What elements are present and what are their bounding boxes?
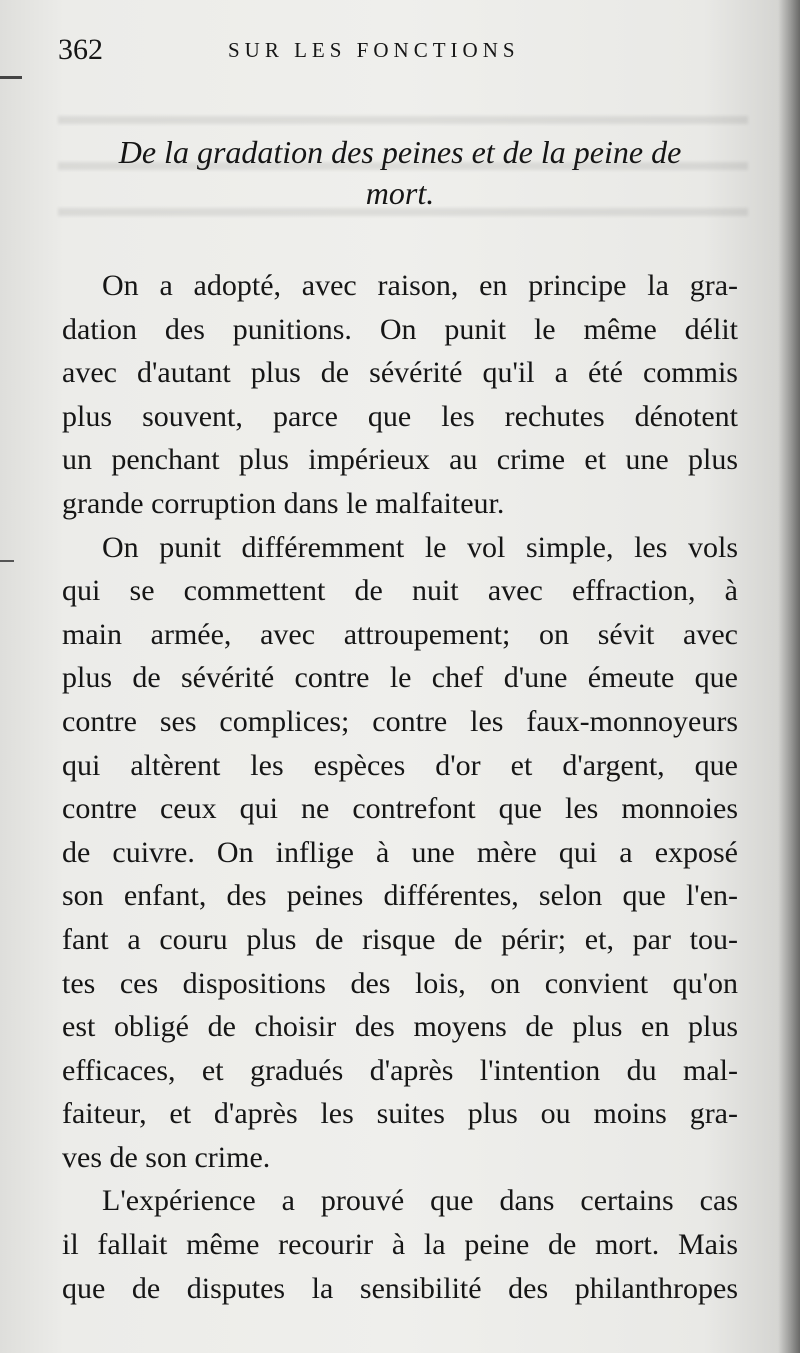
page-edge-shadow [778, 0, 800, 1353]
paragraph-line: contre ceux qui ne contrefont que les monnoies [62, 792, 738, 826]
paragraph-line: son enfant, des peines différentes, selon que l'en- [62, 879, 738, 913]
paragraph-line: ves de son crime. [62, 1140, 271, 1174]
heading-line: De la gradation des peines et de la peine de [118, 134, 682, 170]
body-text [62, 264, 738, 1310]
section-heading [62, 132, 738, 214]
paragraph-line: tes ces dispositions des lois, on convient qu'on [62, 966, 738, 1000]
paragraph-line: dation des punitions. On punit le même délit [62, 312, 738, 346]
paragraph-line: plus souvent, parce que les rechutes dénotent [62, 399, 738, 433]
paragraph-line: faiteur, et d'après les suites plus ou moins gra- [62, 1097, 738, 1131]
paragraph-line: plus de sévérité contre le chef d'une émeute que [62, 661, 738, 695]
paragraph-line: qui se commettent de nuit avec effraction, à [62, 574, 738, 608]
heading-line: mort. [365, 175, 435, 211]
paragraph-line: un penchant plus impérieux au crime et une plus [62, 443, 738, 477]
paragraph-line: est obligé de choisir des moyens de plus en plus [62, 1010, 738, 1044]
margin-tick [0, 560, 14, 562]
paragraph-line: efficaces, et gradués d'après l'intention du mal- [62, 1053, 738, 1087]
paragraph-line: avec d'autant plus de sévérité qu'il a été commis [62, 356, 738, 390]
paragraph-line: L'expérience a prouvé que dans certains cas [102, 1184, 738, 1218]
paragraph-line: On punit différemment le vol simple, les vols [102, 530, 738, 564]
running-title: SUR LES FONCTIONS [228, 38, 520, 62]
paragraph-line: qui altèrent les espèces d'or et d'argent, que [62, 748, 738, 782]
paragraph-line: il fallait même recourir à la peine de mort. Mais [62, 1228, 738, 1262]
paragraph-line: contre ses complices; contre les faux-monnoyeurs [62, 704, 738, 738]
paragraph-line: On a adopté, avec raison, en principe la gra- [102, 269, 738, 302]
page-number: 362 [58, 33, 103, 66]
paragraph-line: grande corruption dans le malfaiteur. [62, 486, 505, 520]
paragraph-line: que de disputes la sensibilité des philanthropes [62, 1271, 738, 1305]
paragraph-line: fant a couru plus de risque de périr; et, par tou- [62, 922, 738, 956]
paragraph-line: de cuivre. On inflige à une mère qui a exposé [62, 835, 738, 869]
margin-mark [0, 76, 22, 79]
running-head [58, 30, 578, 70]
paragraph-line: main armée, avec attroupement; on sévit avec [62, 617, 738, 651]
